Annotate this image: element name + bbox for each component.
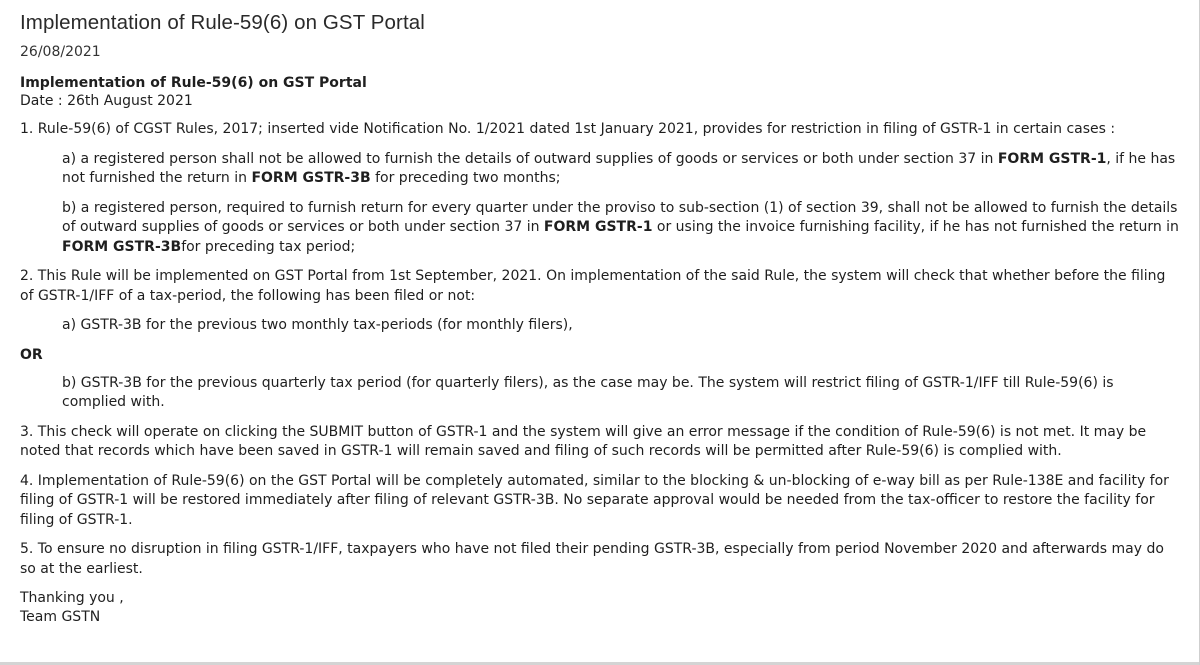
paragraph-1a bbox=[62, 150, 1181, 189]
paragraph-1a-form-gstr1: FORM GSTR-1 bbox=[997, 150, 1107, 167]
paragraph-1b-form-gstr1: FORM GSTR-1 bbox=[543, 219, 653, 235]
closing-signature: Team GSTN bbox=[20, 609, 101, 625]
paragraph-1: 1. Rule-59(6) of CGST Rules, 2017; inserted vide Notification No. 1/2021 dated 1st January 2021, provides for restriction in filing of GSTR-1 in certain cases : bbox=[20, 121, 1116, 137]
paragraph-1b-text-1: b) a registered person, required to furnish return for every quarter under the proviso to sub-section (1) of section 39, shall not be allowed to furnish the details of outward supplies of goods or services or both under section 37 in bbox=[62, 199, 1178, 235]
paragraph-1a-text-2: , if he has not furnished the return in bbox=[62, 150, 1176, 186]
paragraph-1a-text-3: for preceding two months; bbox=[370, 170, 561, 186]
paragraph-1b bbox=[62, 199, 1181, 258]
paragraph-2b: b) GSTR-3B for the previous quarterly tax period (for quarterly filers), as the case may be. The system will restrict filing of GSTR-1/IFF till Rule-59(6) is complied with. bbox=[62, 374, 1114, 410]
paragraph-2a: a) GSTR-3B for the previous two monthly tax-periods (for monthly filers), bbox=[62, 317, 573, 333]
article-heading: Implementation of Rule-59(6) on GST Portal bbox=[20, 75, 367, 91]
paragraph-1a-form-gstr3b: FORM GSTR-3B bbox=[251, 170, 371, 186]
closing-thanks: Thanking you , bbox=[20, 590, 124, 606]
paragraph-2: 2. This Rule will be implemented on GST Portal from 1st September, 2021. On implementation of the said Rule, the system will check that whether before the filing of GSTR-1/IFF of a tax-period, the following has been filed or not: bbox=[20, 268, 1166, 304]
paragraph-1b-form-gstr3b: FORM GSTR-3B bbox=[62, 238, 182, 255]
paragraph-5: 5. To ensure no disruption in filing GSTR-1/IFF, taxpayers who have not filed their pending GSTR-3B, especially from period November 2020 and afterwards may do so at the earliest. bbox=[20, 541, 1164, 577]
paragraph-1a-text-1: a) a registered person shall not be allowed to furnish the details of outward supplies of goods or services or both under section 37 in bbox=[62, 150, 998, 167]
paragraph-1b-text-2: or using the invoice furnishing facility, if he has not furnished the return in bbox=[652, 219, 1179, 235]
or-label: OR bbox=[20, 346, 43, 363]
article-date: Date : 26th August 2021 bbox=[20, 93, 193, 109]
page-title: Implementation of Rule-59(6) on GST Portal bbox=[20, 11, 425, 34]
paragraph-3: 3. This check will operate on clicking the SUBMIT button of GSTR-1 and the system will give an error message if the condition of Rule-59(6) is not met. It may be noted that records which have been saved in GSTR-1 will remain saved and filing of such records will be permitted after Rule-59(6) is complied with. bbox=[20, 423, 1147, 459]
paragraph-4: 4. Implementation of Rule-59(6) on the GST Portal will be completely automated, similar to the blocking & un-blocking of e-way bill as per Rule-138E and facility for filing of GSTR-1 will be restored immediately after filing of relevant GSTR-3B. No separate approval would be needed from the tax-officer to restore the facility for filing of GSTR-1. bbox=[20, 472, 1169, 528]
paragraph-1b-text-3: for preceding tax period; bbox=[181, 238, 356, 255]
post-date: 26/08/2021 bbox=[20, 44, 101, 60]
